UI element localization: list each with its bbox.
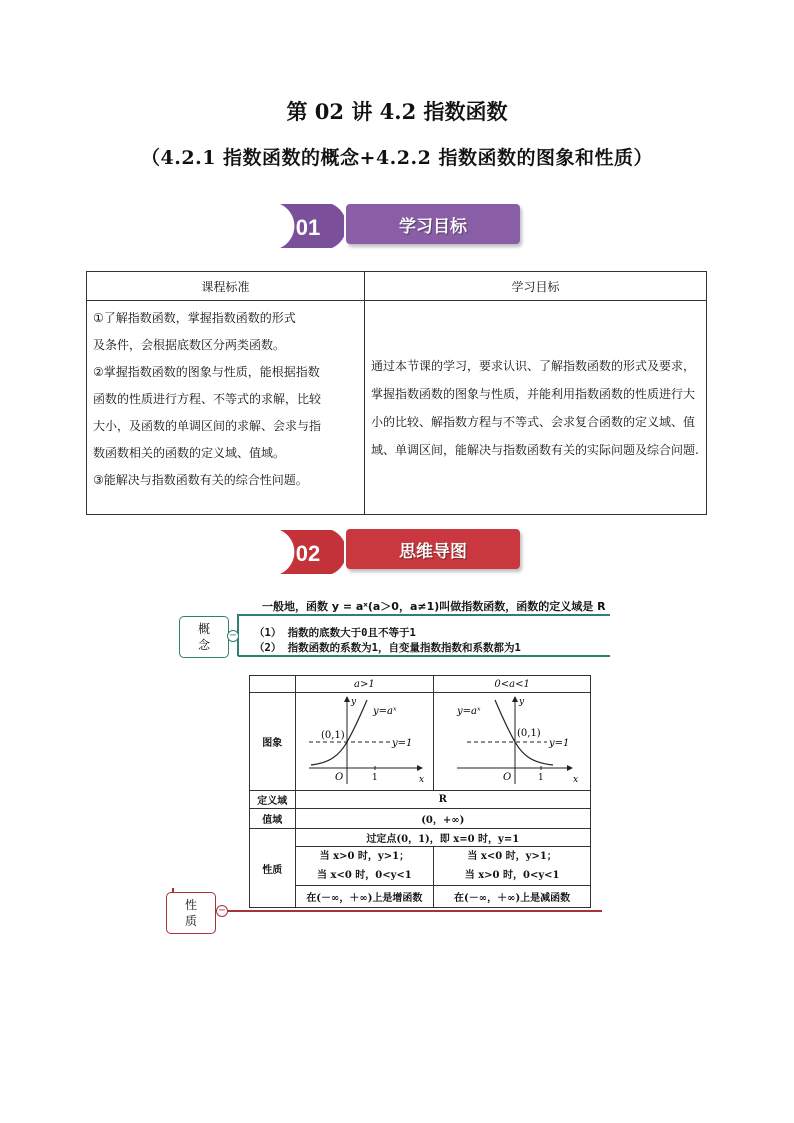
svg-text:(0,1): (0,1) [517, 728, 541, 739]
column-header-a-lt-1: 0<a<1 [434, 676, 591, 693]
section-label: 思维导图 [399, 541, 467, 562]
svg-text:O: O [503, 772, 512, 783]
text-line: ②掌握指数函数的图象与性质，能根据指数 [93, 365, 320, 379]
concept-node[interactable] [179, 616, 229, 658]
branch-line [238, 655, 610, 657]
collapse-icon[interactable]: − [217, 905, 227, 916]
section-number-badge-02 [272, 524, 344, 578]
row-label-domain: 定义域 [250, 791, 296, 809]
section-number-text: 02 [295, 541, 321, 566]
concept-item: （1） 指数的底数大于0且不等于1 [254, 627, 416, 639]
branch-line [228, 910, 602, 912]
branch-line [238, 614, 610, 616]
svg-text:y: y [519, 697, 525, 707]
row-label-properties: 性质 [250, 829, 296, 908]
graph-cell-a-gt-1 [295, 693, 434, 791]
row-label-image: 图象 [250, 693, 296, 791]
svg-text:x: x [573, 775, 579, 785]
row-label-range: 值域 [250, 809, 296, 829]
monotonicity-a-lt-1: 在(－∞，＋∞)上是减函数 [434, 886, 591, 908]
section-number-badge-01 [272, 198, 344, 252]
text-line: ③能解决与指数函数有关的综合性问题。 [93, 473, 308, 487]
graph-cell-a-lt-1 [434, 693, 591, 791]
text-line: 及条件，会根据底数区分两类函数。 [93, 338, 286, 352]
concept-item: （2） 指数函数的系数为1，自变量指数指数和系数都为1 [254, 642, 521, 654]
learning-goal-cell: 通过本节课的学习，要求认识、了解指数函数的形式及要求，掌握指数函数的图象与性质，并能利用指数函数的性质进行大小的比较、解指数方程与不等式、会求复合函数的定义域、值域、单调区间，能解决与指数函数有关的实际问题及综合问题. [365, 301, 707, 515]
property-node[interactable] [166, 892, 216, 934]
range-value: (0，+∞) [295, 809, 590, 829]
text-line: 大小，及函数的单调区间的求解、会求与指 [93, 419, 322, 433]
increasing-exponential-graph [299, 694, 429, 786]
sign-property-a-lt-1 [434, 847, 591, 886]
svg-text:x: x [419, 775, 425, 785]
domain-value: R [295, 791, 590, 809]
section-banner-objectives [346, 204, 520, 244]
page-subtitle: （4.2.1 指数函数的概念+4.2.2 指数函数的图象和性质） [141, 147, 653, 169]
exponential-properties-table [249, 675, 591, 908]
property-line: 当 x<0 时，0<y<1 [317, 870, 412, 881]
node-char: 概 [197, 622, 210, 636]
curriculum-standard-cell [87, 301, 365, 515]
objectives-table [86, 271, 707, 515]
svg-text:O: O [335, 772, 344, 783]
objectives-col-header: 学习目标 [365, 272, 707, 301]
svg-text:y=aˣ: y=aˣ [457, 706, 481, 717]
svg-text:1: 1 [372, 773, 379, 783]
text-line: ①了解指数函数，掌握指数函数的形式 [93, 311, 296, 325]
text-line: 数函数相关的函数的定义域、值域。 [93, 446, 286, 460]
property-line: 当 x<0 时，y>1； [467, 851, 557, 862]
node-char: 质 [184, 914, 197, 928]
property-line: 当 x>0 时，y>1； [319, 851, 410, 862]
sign-property-a-gt-1 [295, 847, 434, 886]
collapse-icon[interactable]: − [228, 630, 238, 641]
svg-text:y=aˣ: y=aˣ [373, 706, 397, 717]
svg-text:y=1: y=1 [549, 738, 570, 749]
column-header-a-gt-1: a>1 [295, 676, 434, 693]
text-line: 函数的性质进行方程、不等式的求解，比较 [93, 392, 322, 406]
section-label: 学习目标 [399, 216, 467, 237]
svg-text:y: y [351, 697, 357, 707]
concept-definition: 一般地，函数 y = aˣ(a＞0，a≠1)叫做指数函数，函数的定义域是 R [262, 600, 606, 613]
section-banner-mindmap [346, 529, 520, 569]
svg-text:(0,1): (0,1) [321, 730, 346, 741]
node-char: 念 [197, 638, 210, 652]
objectives-col-header: 课程标准 [87, 272, 365, 301]
svg-text:1: 1 [538, 773, 544, 783]
section-number-text: 01 [295, 215, 321, 240]
property-line: 当 x>0 时，0<y<1 [464, 870, 560, 881]
page-title: 第 02 讲 4.2 指数函数 [286, 99, 508, 124]
table-corner [250, 676, 296, 693]
svg-text:y=1: y=1 [392, 738, 413, 749]
fixed-point-property: 过定点(0，1)，即 x=0 时，y=1 [295, 829, 590, 847]
node-char: 性 [184, 898, 197, 912]
decreasing-exponential-graph [437, 694, 587, 786]
monotonicity-a-gt-1: 在(－∞，＋∞)上是增函数 [295, 886, 434, 908]
